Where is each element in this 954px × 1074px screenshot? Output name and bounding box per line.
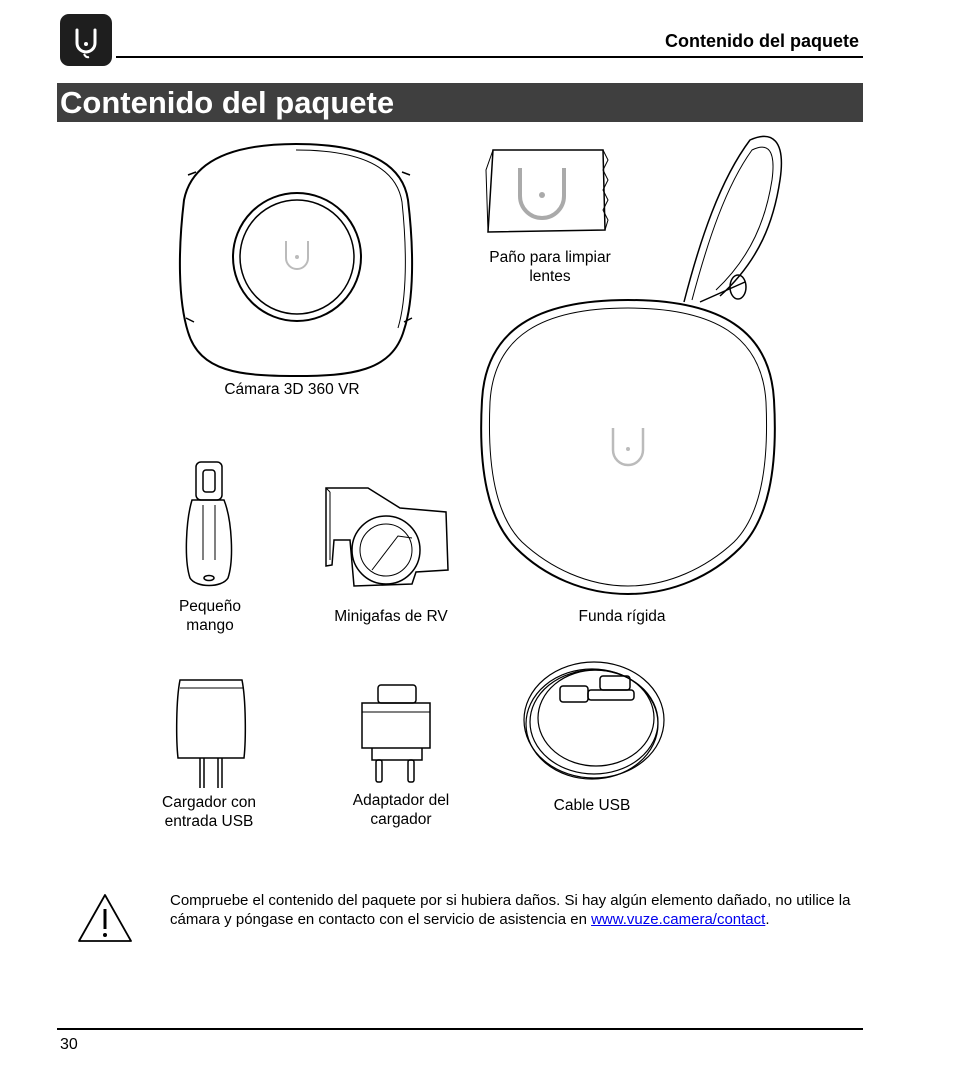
caption-small-handle: Pequeño mango bbox=[178, 598, 242, 634]
charger-adapter-illustration bbox=[362, 685, 430, 782]
page-title: Contenido del paquete bbox=[60, 85, 395, 120]
support-link[interactable]: www.vuze.camera/contact bbox=[591, 911, 766, 928]
mini-vr-glasses-illustration bbox=[326, 488, 448, 586]
footer-rule bbox=[57, 1028, 863, 1030]
page-number: 30 bbox=[60, 1036, 78, 1053]
cleaning-cloth-illustration bbox=[486, 150, 608, 232]
usb-cable-illustration bbox=[524, 662, 664, 779]
warning-triangle-icon bbox=[76, 891, 134, 945]
caption-cleaning-cloth: Paño para limpiar lentes bbox=[489, 249, 611, 285]
running-title: Contenido del paquete bbox=[664, 31, 859, 51]
caption-camera: Cámara 3D 360 VR bbox=[224, 381, 360, 398]
small-handle-illustration bbox=[186, 462, 231, 586]
note-text: Compruebe el contenido del paquete por si hubiera daños. Si hay algún elemento dañado, no utilice la cámara y póngase en contacto con el servicio de asistencia en bbox=[170, 892, 851, 928]
caption-charger-adapter: Adaptador del cargador bbox=[352, 792, 450, 828]
inspection-note bbox=[170, 891, 860, 929]
hard-case-illustration bbox=[481, 136, 781, 594]
usb-charger-illustration bbox=[177, 680, 246, 788]
caption-usb-charger: Cargador con entrada USB bbox=[162, 794, 256, 830]
caption-usb-cable: Cable USB bbox=[553, 797, 631, 814]
caption-hard-case: Funda rígida bbox=[578, 608, 666, 625]
note-suffix: . bbox=[765, 911, 770, 928]
camera-illustration bbox=[180, 144, 412, 376]
caption-vr-glasses: Minigafas de RV bbox=[334, 608, 448, 625]
